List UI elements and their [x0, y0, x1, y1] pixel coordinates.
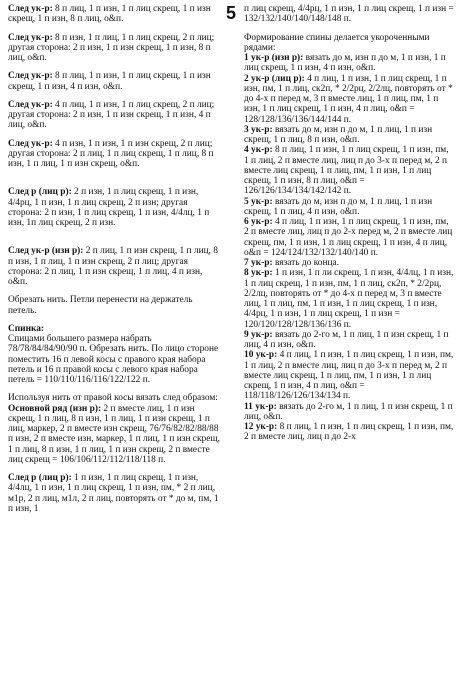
instruction-paragraph — [244, 145, 454, 196]
row-text: Спицами большего размера набрать 78/78/84/84/90/90 п. Обрезать нить. По лицо стороне поместить 16 п левой косы с правого края набора петель и 16 п правой косы с левого края набора петель = 110/110/116/116/122/122 п. — [8, 334, 219, 385]
instruction-paragraph — [244, 125, 454, 146]
instruction-paragraph — [8, 187, 220, 228]
row-label: 12 ук-р: — [244, 422, 278, 432]
instruction-paragraph — [8, 4, 220, 25]
instruction-paragraph — [8, 473, 220, 514]
row-label: След р (лиц р): — [8, 473, 72, 483]
row-text: 8 п лиц, 1 п изн, 1 п лиц скрещ, 1 п изн, пм, 2 п вместе лиц, лиц п до 2-х — [244, 422, 454, 443]
row-text: 2 п вместе лиц, 1 п изн скрещ, 1 п лиц, 8 п изн, 1 п лиц, 1 п изн скрещ, 1 п лиц, маркер, 2 п вместе изн скрещ, 76/76/82/82/88/88 п изн, 2 п вместе изн, маркер, 1 п лиц, 1 п изн скрещ, 1 п лиц, 8 п изн, 1 п лиц, 1 п изн скрещ, 2 п вместе лиц скрещ = 106/106/112/112/118/118 п. — [8, 403, 220, 465]
row-label: След ук-р: — [8, 99, 53, 110]
row-label: След р (лиц р): — [8, 187, 72, 198]
row-label: 10 ук-р: — [244, 350, 278, 361]
right-column — [244, 4, 454, 443]
instruction-paragraph — [244, 197, 454, 218]
instruction-paragraph — [244, 53, 454, 74]
instruction-paragraph — [244, 330, 454, 351]
instruction-paragraph — [8, 33, 220, 64]
row-text: 8 п лиц, 1 п изн, 1 п лиц скрещ, 1 п изн скрещ, 1 п изн, 4 п изн, о&п. — [8, 71, 211, 92]
row-text: 4 п лиц, 1 п изн, 1 п лиц скрещ, 1 п изн, пм, 1 п лиц, 2 п вместе лиц, лиц п до 3-х п перед м, 2 п вместе лиц скрещ, 1 п лиц, пм, 1 п изн, 1 п лиц скрещ, 1 п изн, 4 п лиц, о&п = 118/118/126/126/134/134 п. — [244, 350, 454, 402]
row-text: 8 п лиц, 1 п изн, 1 п лиц скрещ, 1 п изн скрещ, 1 п изн, 8 п лиц, о&п. — [8, 4, 211, 25]
row-label: Основной ряд (изн р): — [8, 403, 102, 414]
row-label: След ук-р: — [8, 138, 53, 149]
instruction-paragraph — [244, 74, 454, 125]
row-label: 7 ук-р: — [244, 258, 273, 268]
instruction-paragraph — [244, 4, 454, 25]
row-text: 4 п изн, 1 п изн, 1 п изн скрещ, 2 п лиц; другая сторона: 2 п лиц, 1 п лиц скрещ, 1 п лиц, 8 п изн, 1 п лиц, 1 п изн скрещ, о&п. — [8, 138, 214, 169]
row-text: 2 п изн, 1 п лиц скрещ, 1 п изн, 4/4рц, 1 п изн, 1 п лиц скрещ, 2 п изн; другая сторона: 2 п изн, 1 п лиц скрещ, 1 п изн, 4/4лц, 1 п изн, 1п лиц скрещ, 2 п изн. — [8, 187, 210, 228]
row-label: 1 ук-р (изн р): — [244, 53, 304, 63]
row-text: п лиц скрещ, 4/4рц, 1 п изн, 1 п лиц скрещ, 1 п изн = 132/132/140/140/148/148 п. — [244, 4, 454, 25]
instruction-paragraph — [8, 71, 220, 92]
row-label: След ук-р: — [8, 32, 53, 43]
row-text: 8 п лиц, 1 п изн, 1 п лиц скрещ, 1 п изн, пм, 1 п лиц, 2 п вместе лиц, лиц п до 3-х п перед м, 2 п вместе лиц скрещ, 1 п лиц, пм, 1 п изн, 1 п лиц скрещ, 1 п изн, 8 п лиц, о&п = 126/126/134/134/142/142 п. — [244, 145, 449, 197]
instruction-paragraph — [8, 246, 220, 287]
spacer — [8, 236, 220, 246]
row-text: 4 п лиц, 1 п изн, 1 п лиц скрещ, 1 п изн, пм, 1 п лиц, ск2п, * 2/2рц, 2/2лц, повторять от * до 4-х п перед м, 3 п вместе лиц, 1 п лиц, пм, 1 п изн, 1 п лиц скрещ, 1 п изн, 4 п лиц, о&п = 128/128/136/136/144/144 п. — [244, 73, 453, 125]
row-label: 5 ук-р: — [244, 196, 273, 207]
instruction-paragraph — [8, 393, 220, 403]
row-text: вязать до 2-го м, 1 п лиц, 1 п изн скрещ, 1 п лиц, о&п. — [244, 401, 453, 422]
row-text: 2 п лиц, 1 п изн скрещ, 1 п лиц, 8 п изн, 1 п лиц, 1 п изн скрещ, 2 п лиц; другая сторона: 2 п лиц, 1 п изн скрещ, 1 п лиц, 4 п изн, о&п. — [8, 246, 218, 287]
row-text: вязать до м, изн п до м, 1 п лиц, 1 п изн скрещ, 1 п лиц, 4 п изн, о&п. — [244, 196, 433, 217]
instruction-paragraph — [244, 268, 454, 330]
row-label: 8 ук-р: — [244, 268, 273, 279]
instruction-paragraph — [8, 404, 220, 466]
instruction-paragraph — [244, 422, 454, 443]
row-label: Спинка: — [8, 323, 45, 334]
row-text: Используя нить от правой косы вязать след образом: — [8, 393, 218, 404]
row-label: След ук-р (изн р): — [8, 246, 84, 257]
row-text: 1 п изн, 1 п ли скрещ, 1 п изн, 4/4лц, 1 п изн, 1 п лиц скрещ, 1 п изн, пм, 1 п лиц, ск2п, * 2/2рц, 2/2лц, повторять от * до 4-х п перед м, 3 п вместе лиц, 1 п лиц, пм, 1 п изн, 1 п лиц скрещ, 1 п изн, 4/4рц, 1 п изн, 1 п лиц скрещ, 1 п изн = 120/120/128/128/136/136 п. — [244, 268, 454, 330]
row-text: вязать до 2-го м, 1 п лиц, 1 п изн скрещ, 1 п лиц, 4 п изн, о&п. — [244, 329, 449, 350]
row-text: вязать до конца. — [272, 258, 339, 268]
row-text: вязать до м, изн п до м, 1 п лиц, 1 п изн скрещ, 1 п лиц, 8 п изн, о&п. — [244, 124, 433, 145]
instruction-paragraph — [244, 350, 454, 401]
row-label: 3 ук-р: — [244, 124, 273, 135]
instruction-paragraph — [244, 33, 454, 54]
instruction-paragraph — [8, 100, 220, 131]
left-column — [8, 4, 220, 522]
row-text: 4 п лиц, 1 п изн, 1 п лиц скрещ, 2 п лиц; другая сторона: 2 п изн, 1 п изн скрещ, 1 п изн, 4 п лиц, о&п. — [8, 99, 215, 131]
row-label: 2 ук-р (лиц р): — [244, 73, 305, 84]
row-label: 4 ук-р: — [244, 145, 273, 156]
row-label: 9 ук-р: — [244, 329, 273, 340]
instruction-paragraph — [8, 324, 220, 334]
row-label: След ук-р: — [8, 4, 53, 14]
instruction-paragraph — [8, 139, 220, 170]
row-text: вязать до м, изн п до м, 1 п изн, 1 п лиц скрещ, 1 п изн, 4 п изн, о&п. — [244, 53, 446, 74]
row-label: 6 ук-р: — [244, 217, 273, 227]
page-number: 5 — [225, 3, 236, 23]
instruction-paragraph — [244, 217, 454, 258]
instruction-paragraph — [8, 295, 220, 316]
instruction-paragraph — [244, 402, 454, 423]
row-text: 4 п лиц, 1 п изн, 1 п лиц скрещ, 1 п изн, пм, 2 п вместе лиц, лиц п до 2-х перед м, 2 п вместе лиц скрещ, пм, 1 п изн, 1 п лиц скрещ, 1 п изн, 4 п лиц, о&п = 124/124/132/132/140/140 п. — [244, 217, 453, 258]
row-text: Формирование спины делается укороченными рядами: — [244, 32, 430, 53]
row-text: 8 п изн, 1 п лиц, 1 п лиц скрещ, 2 п лиц; другая сторона: 2 п изн, 1 п изн скрещ, 1 п изн, 8 п лиц, о&п. — [8, 32, 215, 63]
row-text: 1 п изн, 1 п лиц скрещ, 1 п изн, 4/4лц, 1 п изн, 1 п лиц скрещ, 1 п изн, пм, * 2 п лиц, м1р, 2 п лиц, м1л, 2 п лиц, повторять от * до м, пм, 1 п изн, 1 — [8, 473, 219, 514]
spacer — [8, 177, 220, 187]
instruction-paragraph — [8, 334, 220, 385]
instruction-paragraph — [244, 258, 454, 268]
row-label: 11 ук-р: — [244, 401, 277, 412]
row-label: След ук-р: — [8, 71, 53, 82]
row-text: Обрезать нить. Петли перенести на держатель петель. — [8, 295, 193, 316]
